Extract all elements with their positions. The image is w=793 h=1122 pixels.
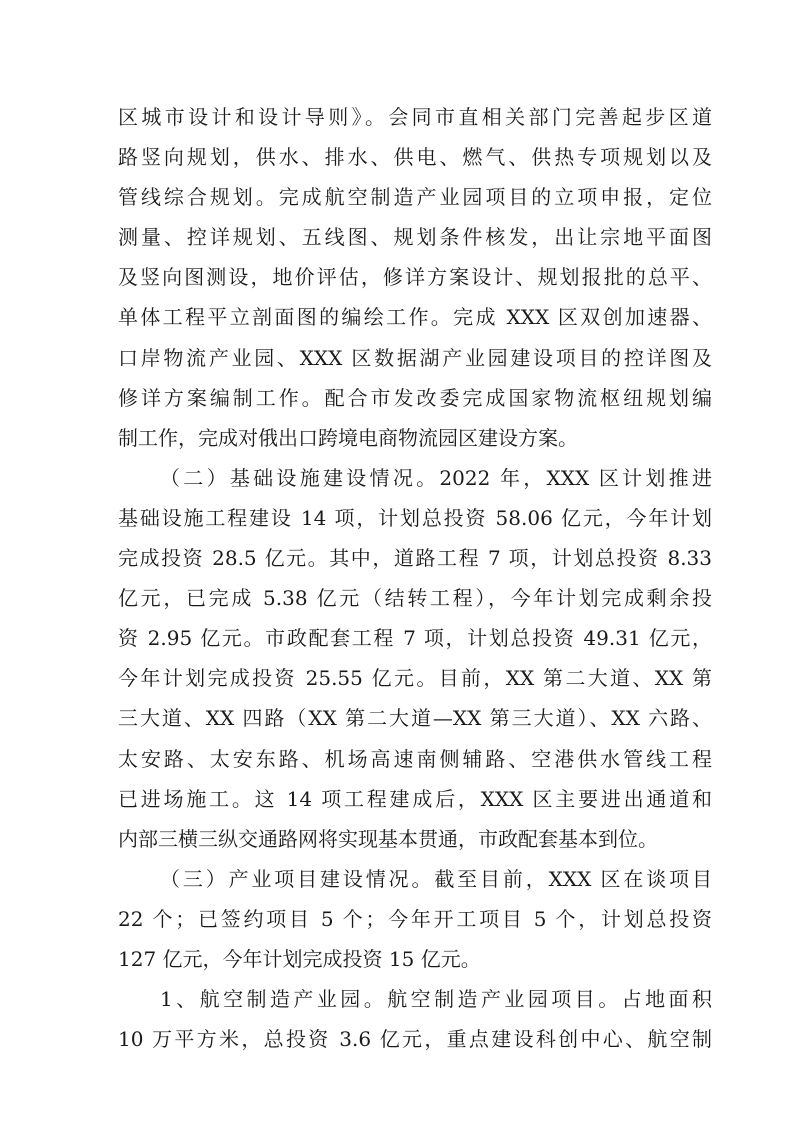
paragraph — [118, 979, 712, 1059]
text-line: 修详方案编制工作。配合市发改委完成国家物流枢纽规划编 — [118, 385, 712, 410]
text-line: （二）基础设施建设情况。2022 年，XXX 区计划推进 — [160, 465, 712, 490]
text-line: 127 亿元，今年计划完成投资 15 亿元。 — [118, 946, 481, 971]
paragraph — [118, 97, 712, 458]
text-line: 测量、控详规划、五线图、规划条件核发，出让宗地平面图 — [118, 225, 712, 250]
text-line: 路竖向规划，供水、排水、供电、燃气、供热专项规划以及 — [118, 145, 712, 170]
text-line: 内部三横三纵交通路网将实现基本贯通，市政配套基本到位。 — [118, 826, 658, 851]
text-line: 区城市设计和设计导则》。会同市直相关部门完善起步区道 — [118, 105, 712, 129]
text-line: 10 万平方米，总投资 3.6 亿元，重点建设科创中心、航空制 — [118, 1027, 712, 1052]
text-line: 已进场施工。这 14 项工程建成后，XXX 区主要进出通道和 — [118, 786, 712, 811]
text-line: 三大道、XX 四路（XX 第二大道—XX 第三大道）、XX 六路、 — [118, 706, 712, 731]
text-line: 今年计划完成投资 25.55 亿元。目前，XX 第二大道、XX 第 — [118, 666, 712, 691]
paragraph — [118, 859, 712, 979]
text-line: 22 个；已签约项目 5 个；今年开工项目 5 个，计划总投资 — [118, 906, 712, 931]
text-line: 单体工程平立剖面图的编绘工作。完成 XXX 区双创加速器、 — [118, 305, 712, 330]
text-line: （三）产业项目建设情况。截至目前，XXX 区在谈项目 — [160, 866, 712, 891]
text-line: 制工作，完成对俄出口跨境电商物流园区建设方案。 — [118, 425, 578, 450]
text-line: 口岸物流产业园、XXX 区数据湖产业园建设项目的控详图及 — [118, 345, 712, 370]
text-line: 资 2.95 亿元。市政配套工程 7 项，计划总投资 49.31 亿元， — [118, 626, 712, 651]
text-line: 完成投资 28.5 亿元。其中，道路工程 7 项，计划总投资 8.33 — [118, 546, 712, 571]
text-line: 及竖向图测设，地价评估，修详方案设计、规划报批的总平、 — [118, 265, 712, 290]
text-line: 基础设施工程建设 14 项，计划总投资 58.06 亿元，今年计划 — [118, 505, 712, 530]
text-line: 太安路、太安东路、机场高速南侧辅路、空港供水管线工程 — [118, 746, 712, 771]
text-line: 亿元，已完成 5.38 亿元（结转工程），今年计划完成剩余投 — [118, 586, 712, 611]
text-line: 管线综合规划。完成航空制造产业园项目的立项申报，定位 — [118, 185, 712, 210]
paragraph — [118, 458, 712, 859]
text-line: 1、航空制造产业园。航空制造产业园项目。占地面积 — [160, 987, 712, 1012]
document-page — [118, 97, 712, 1059]
